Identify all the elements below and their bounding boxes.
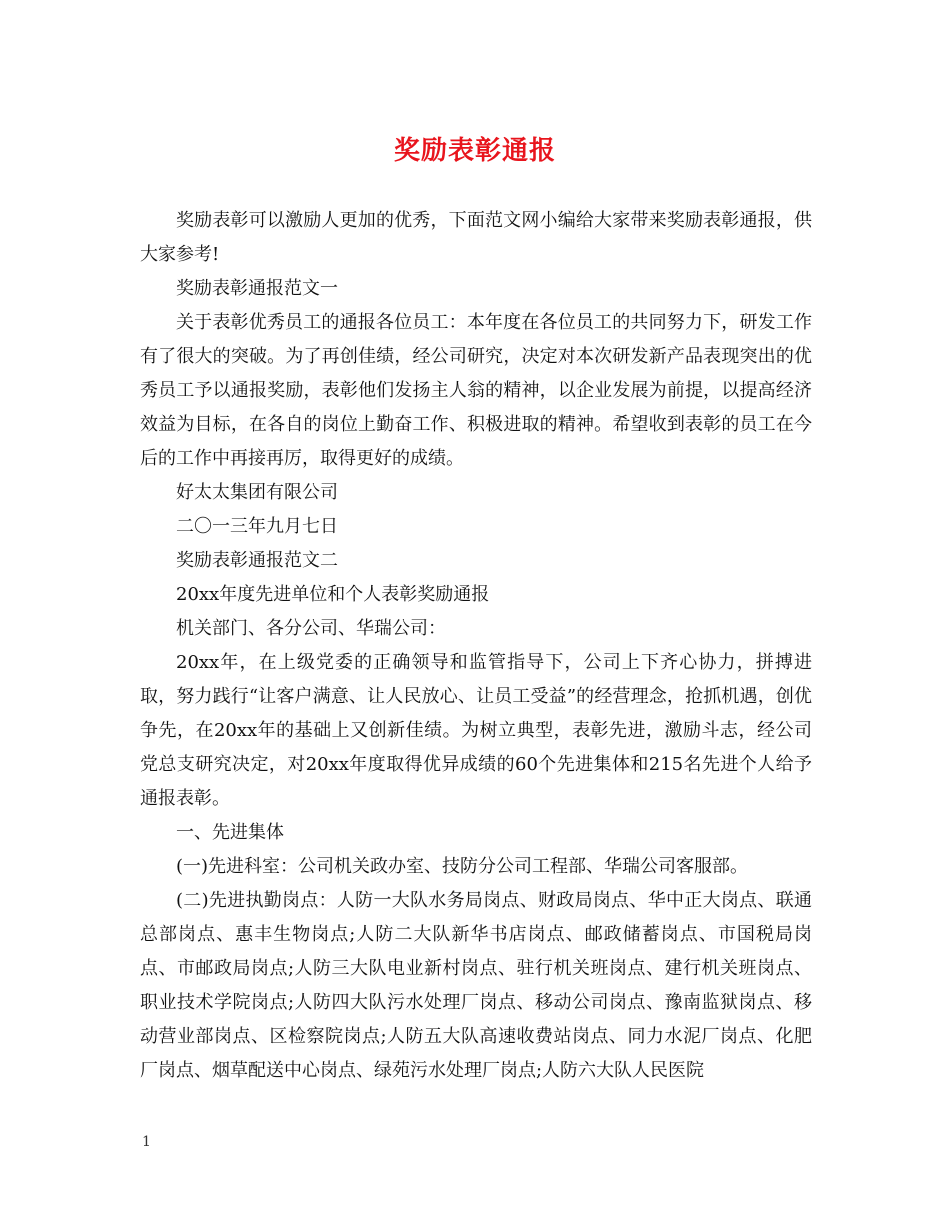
document-title: 奖励表彰通报 (393, 136, 556, 166)
paragraph: 机关部门、各分公司、华瑞公司： (176, 618, 446, 639)
paragraph: 奖励表彰通报范文一 (176, 278, 338, 299)
paragraph: 20xx年度先进单位和个人表彰奖励通报 (176, 584, 490, 605)
paragraph: 关于表彰优秀员工的通报各位员工：本年度在各位员工的共同努力下，研发工作有了很大的突破。为了再创佳绩，经公司研究，决定对本次研发新产品表现突出的优秀员工予以通报奖励，表彰他们发扬主人翁的精神，以企业发展为前提，以提高经济效益为目标，在各自的岗位上勤奋工作、积极进取的精神。希望收到表彰的员工在今后的工作中再接再厉，取得更好的成绩。 (140, 312, 812, 469)
paragraph: (一)先进科室：公司机关政办室、技防分公司工程部、华瑞公司客服部。 (176, 856, 749, 877)
paragraph: 20xx年，在上级党委的正确领导和监管指导下，公司上下齐心协力，拼搏进取，努力践行“让客户满意、让人民放心、让员工受益”的经营理念，抢抓机遇，创优争先，在20xx年的基础上又创新佳绩。为树立典型，表彰先进，激励斗志，经公司党总支研究决定，对20xx年度取得优异成绩的60个先进集体和215名先进个人给予通报表彰。 (140, 652, 812, 809)
paragraph: 一、先进集体 (176, 822, 284, 843)
page-number: 1 (142, 1134, 151, 1150)
paragraph: 奖励表彰通报范文二 (176, 550, 338, 571)
document-body (140, 204, 812, 1088)
paragraph: 奖励表彰可以激励人更加的优秀，下面范文网小编给大家带来奖励表彰通报，供大家参考! (140, 210, 812, 265)
paragraph: 好太太集团有限公司 (176, 482, 338, 503)
paragraph: 二〇一三年九月七日 (176, 516, 338, 537)
paragraph: (二)先进执勤岗点：人防一大队水务局岗点、财政局岗点、华中正大岗点、联通总部岗点、惠丰生物岗点;人防二大队新华书店岗点、邮政储蓄岗点、市国税局岗点、市邮政局岗点;人防三大队电业新村岗点、驻行机关班岗点、建行机关班岗点、职业技术学院岗点;人防四大队污水处理厂岗点、移动公司岗点、豫南监狱岗点、移动营业部岗点、区检察院岗点;人防五大队高速收费站岗点、同力水泥厂岗点、化肥厂岗点、烟草配送中心岗点、绿苑污水处理厂岗点;人防六大队人民医院 (140, 890, 812, 1081)
